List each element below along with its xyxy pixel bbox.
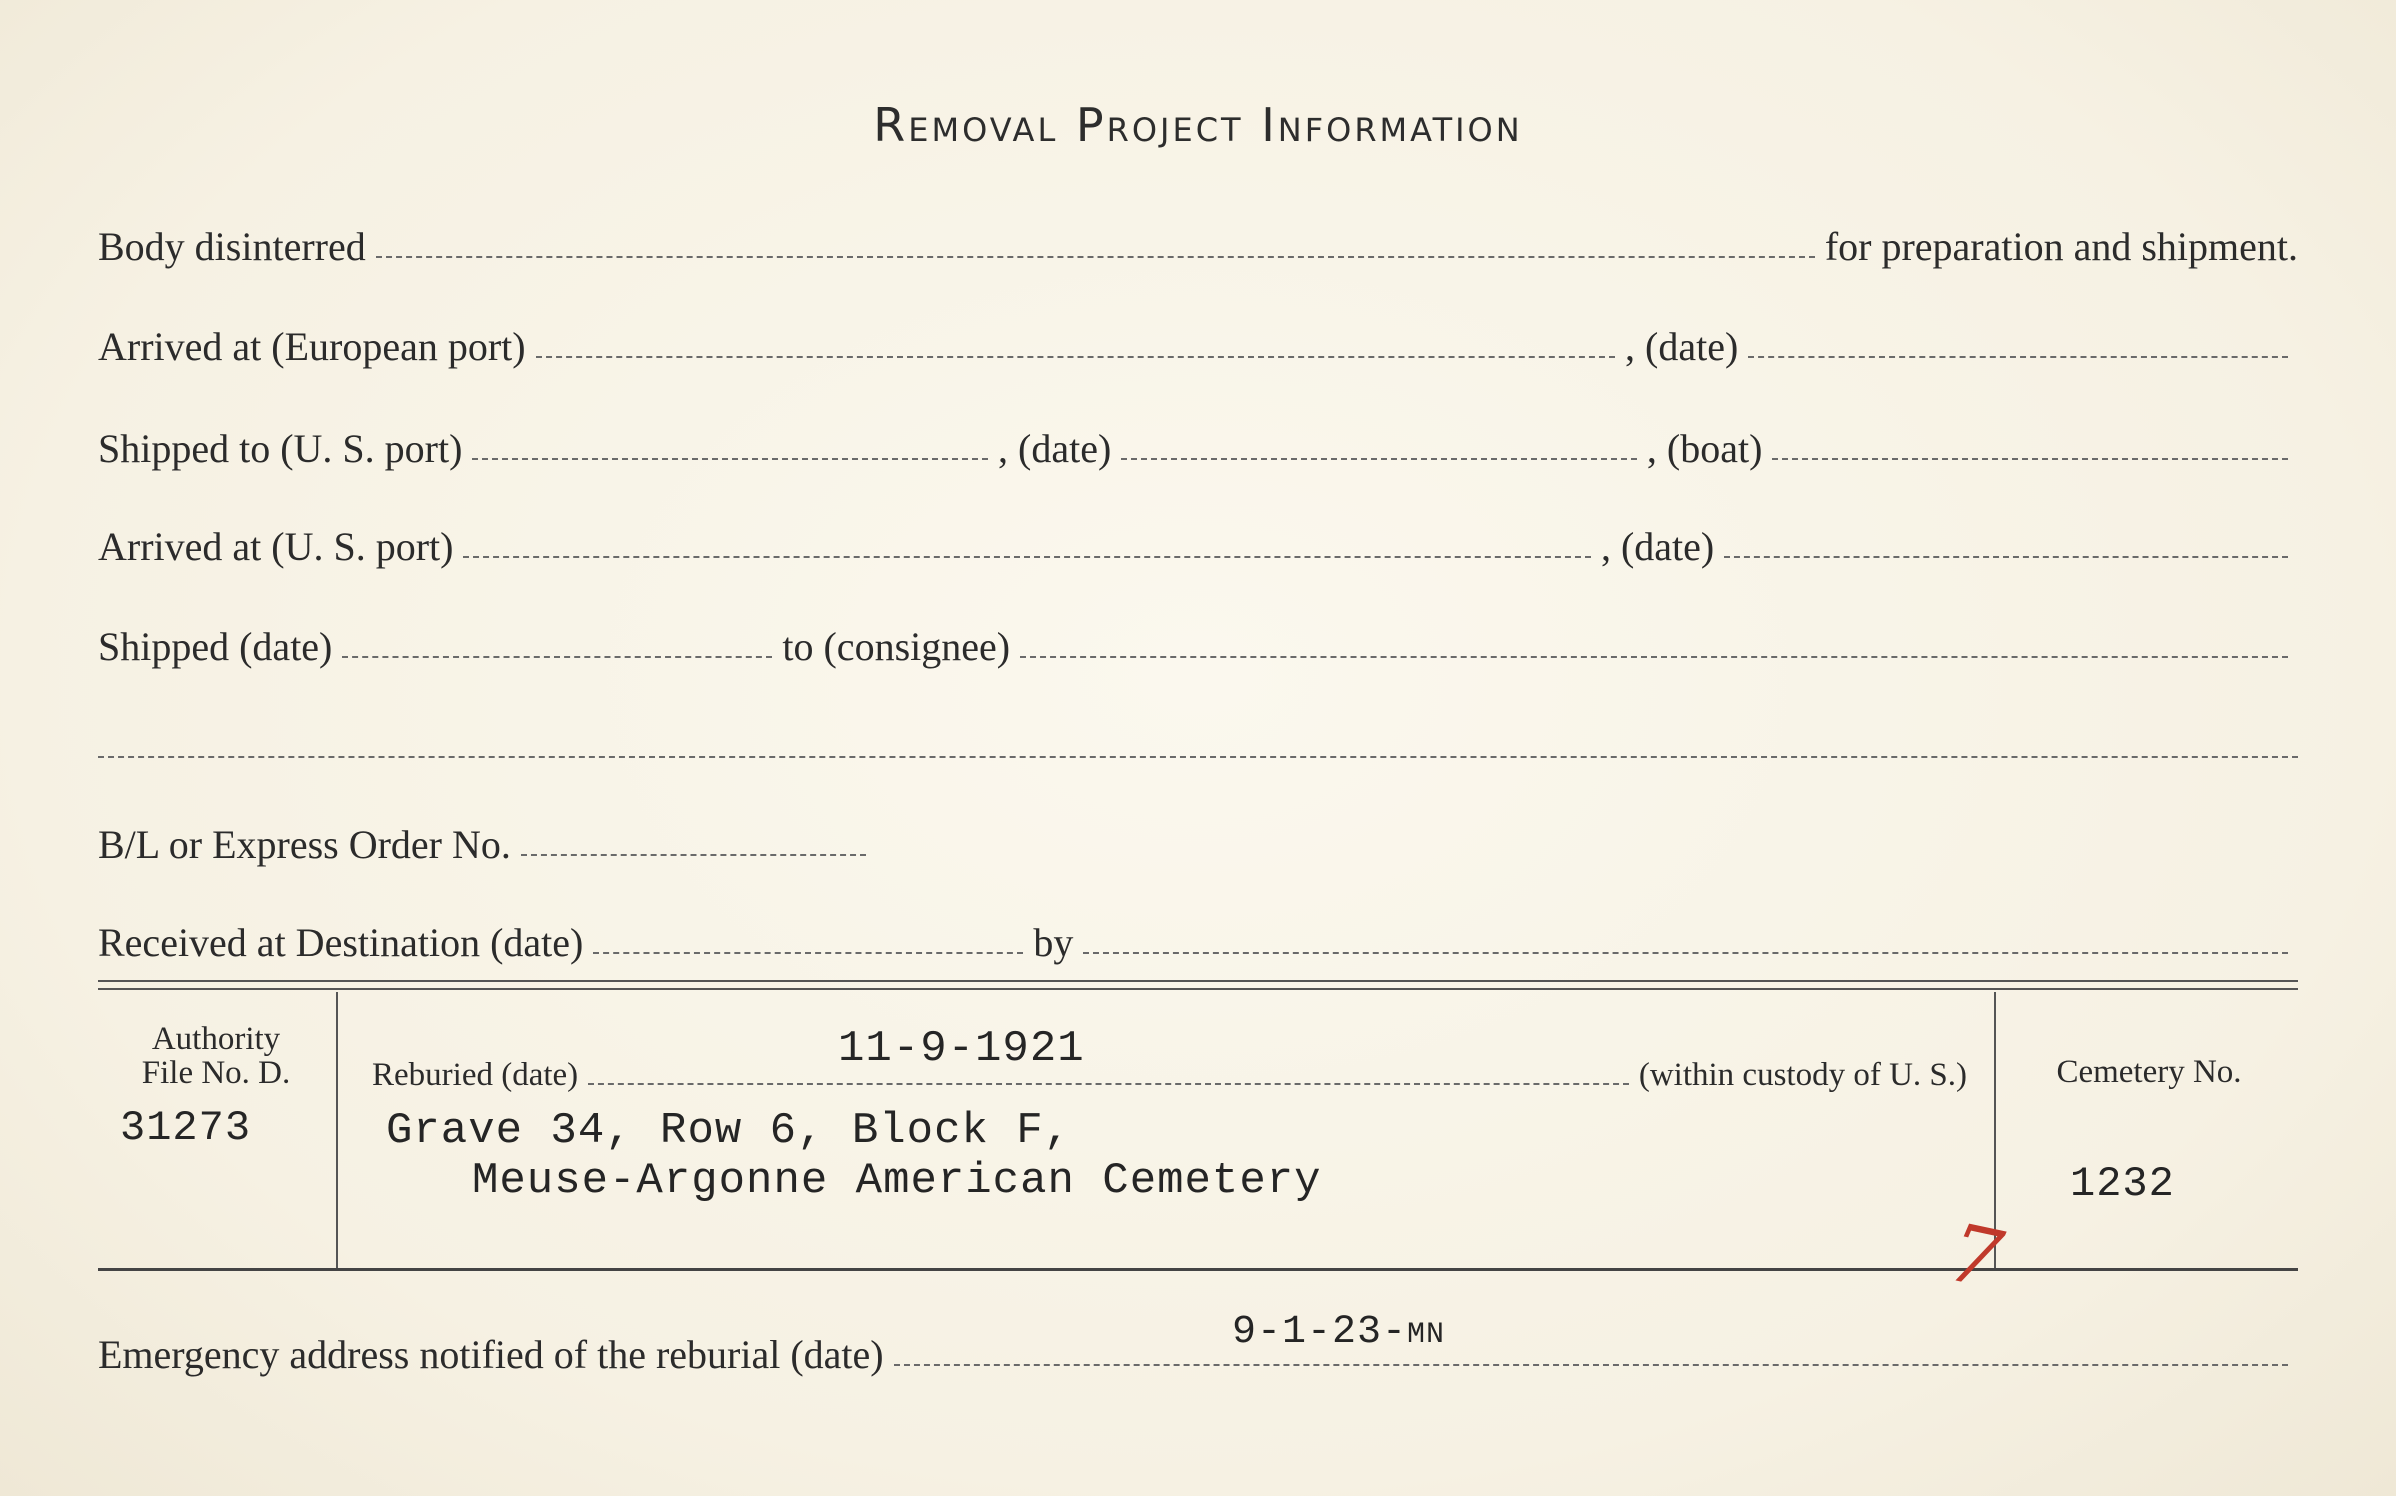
emergency-date-value: 9-1-23- <box>1232 1310 1408 1355</box>
body-disinterred-suffix: for preparation and shipment. <box>1824 224 2298 269</box>
card-title: Removal Project Information <box>873 98 1523 152</box>
row-arrived-us <box>98 510 2298 570</box>
emergency-date <box>1232 1310 1445 1355</box>
consignee-blank <box>1020 656 2288 658</box>
custody-note: (within custody of U. S.) <box>1638 1057 1967 1093</box>
row-received <box>98 906 2298 966</box>
received-by-label: by <box>1033 920 1074 965</box>
red-pencil-mark: 7 <box>1940 1205 2011 1308</box>
row-consignee-continued <box>98 710 2298 770</box>
shipped-date-blank <box>342 656 772 658</box>
arrived-us-date-blank <box>1724 556 2288 558</box>
row-bl-order <box>98 808 2298 868</box>
cemetery-label: Cemetery No. <box>2056 1054 2242 1090</box>
arrived-us-date-label: , (date) <box>1600 524 1715 569</box>
received-by-blank <box>1083 952 2288 954</box>
reburied-label: Reburied (date) <box>372 1057 579 1093</box>
arrived-european-date-label: , (date) <box>1625 324 1739 369</box>
reburied-date: 11-9-1921 <box>838 1024 1085 1074</box>
shipped-date-label: Shipped (date) <box>98 624 333 669</box>
emergency-blank <box>894 1364 2288 1366</box>
shipped-us-date-label: , (date) <box>998 426 1112 471</box>
authority-file-number: 31273 <box>120 1104 252 1152</box>
shipped-us-date-blank <box>1121 458 1637 460</box>
box-divider-left <box>336 992 338 1268</box>
grave-location-line2: Meuse-Argonne American Cemetery <box>472 1156 1322 1206</box>
bl-order-label: B/L or Express Order No. <box>98 822 511 867</box>
consignee-label: to (consignee) <box>782 624 1011 669</box>
received-label: Received at Destination (date) <box>98 920 584 965</box>
cemetery-number: 1232 <box>2070 1160 2175 1208</box>
row-shipped-us <box>98 412 2298 472</box>
grave-location-line1: Grave 34, Row 6, Block F, <box>386 1106 1072 1156</box>
arrived-us-blank <box>463 556 1591 558</box>
body-disinterred-label: Body disinterred <box>98 224 366 269</box>
bl-order-blank <box>521 854 866 856</box>
reburied-blank <box>588 1083 1629 1085</box>
body-disinterred-blank <box>376 256 1815 258</box>
consignee-continued-blank <box>98 756 2298 758</box>
emergency-initials: MN <box>1407 1318 1446 1352</box>
shipped-us-boat-label: , (boat) <box>1646 426 1763 471</box>
shipped-us-blank <box>472 458 988 460</box>
authority-label-line2: File No. D. <box>141 1055 291 1091</box>
arrived-european-date-blank <box>1748 356 2288 358</box>
row-emergency <box>98 1318 2298 1378</box>
received-blank <box>593 952 1023 954</box>
shipped-us-boat-blank <box>1772 458 2288 460</box>
emergency-label: Emergency address notified of the reburial (date) <box>98 1332 884 1377</box>
shipped-us-label: Shipped to (U. S. port) <box>98 426 463 471</box>
box-top-rule <box>98 980 2298 990</box>
row-arrived-european <box>98 310 2298 370</box>
row-body-disinterred <box>98 210 2298 270</box>
authority-label <box>98 1022 334 1090</box>
arrived-european-blank <box>536 356 1615 358</box>
reburied-row <box>372 1048 1967 1094</box>
authority-label-line1: Authority <box>151 1021 281 1057</box>
arrived-us-label: Arrived at (U. S. port) <box>98 524 454 569</box>
arrived-european-label: Arrived at (European port) <box>98 324 526 369</box>
row-shipped-date <box>98 610 2298 670</box>
